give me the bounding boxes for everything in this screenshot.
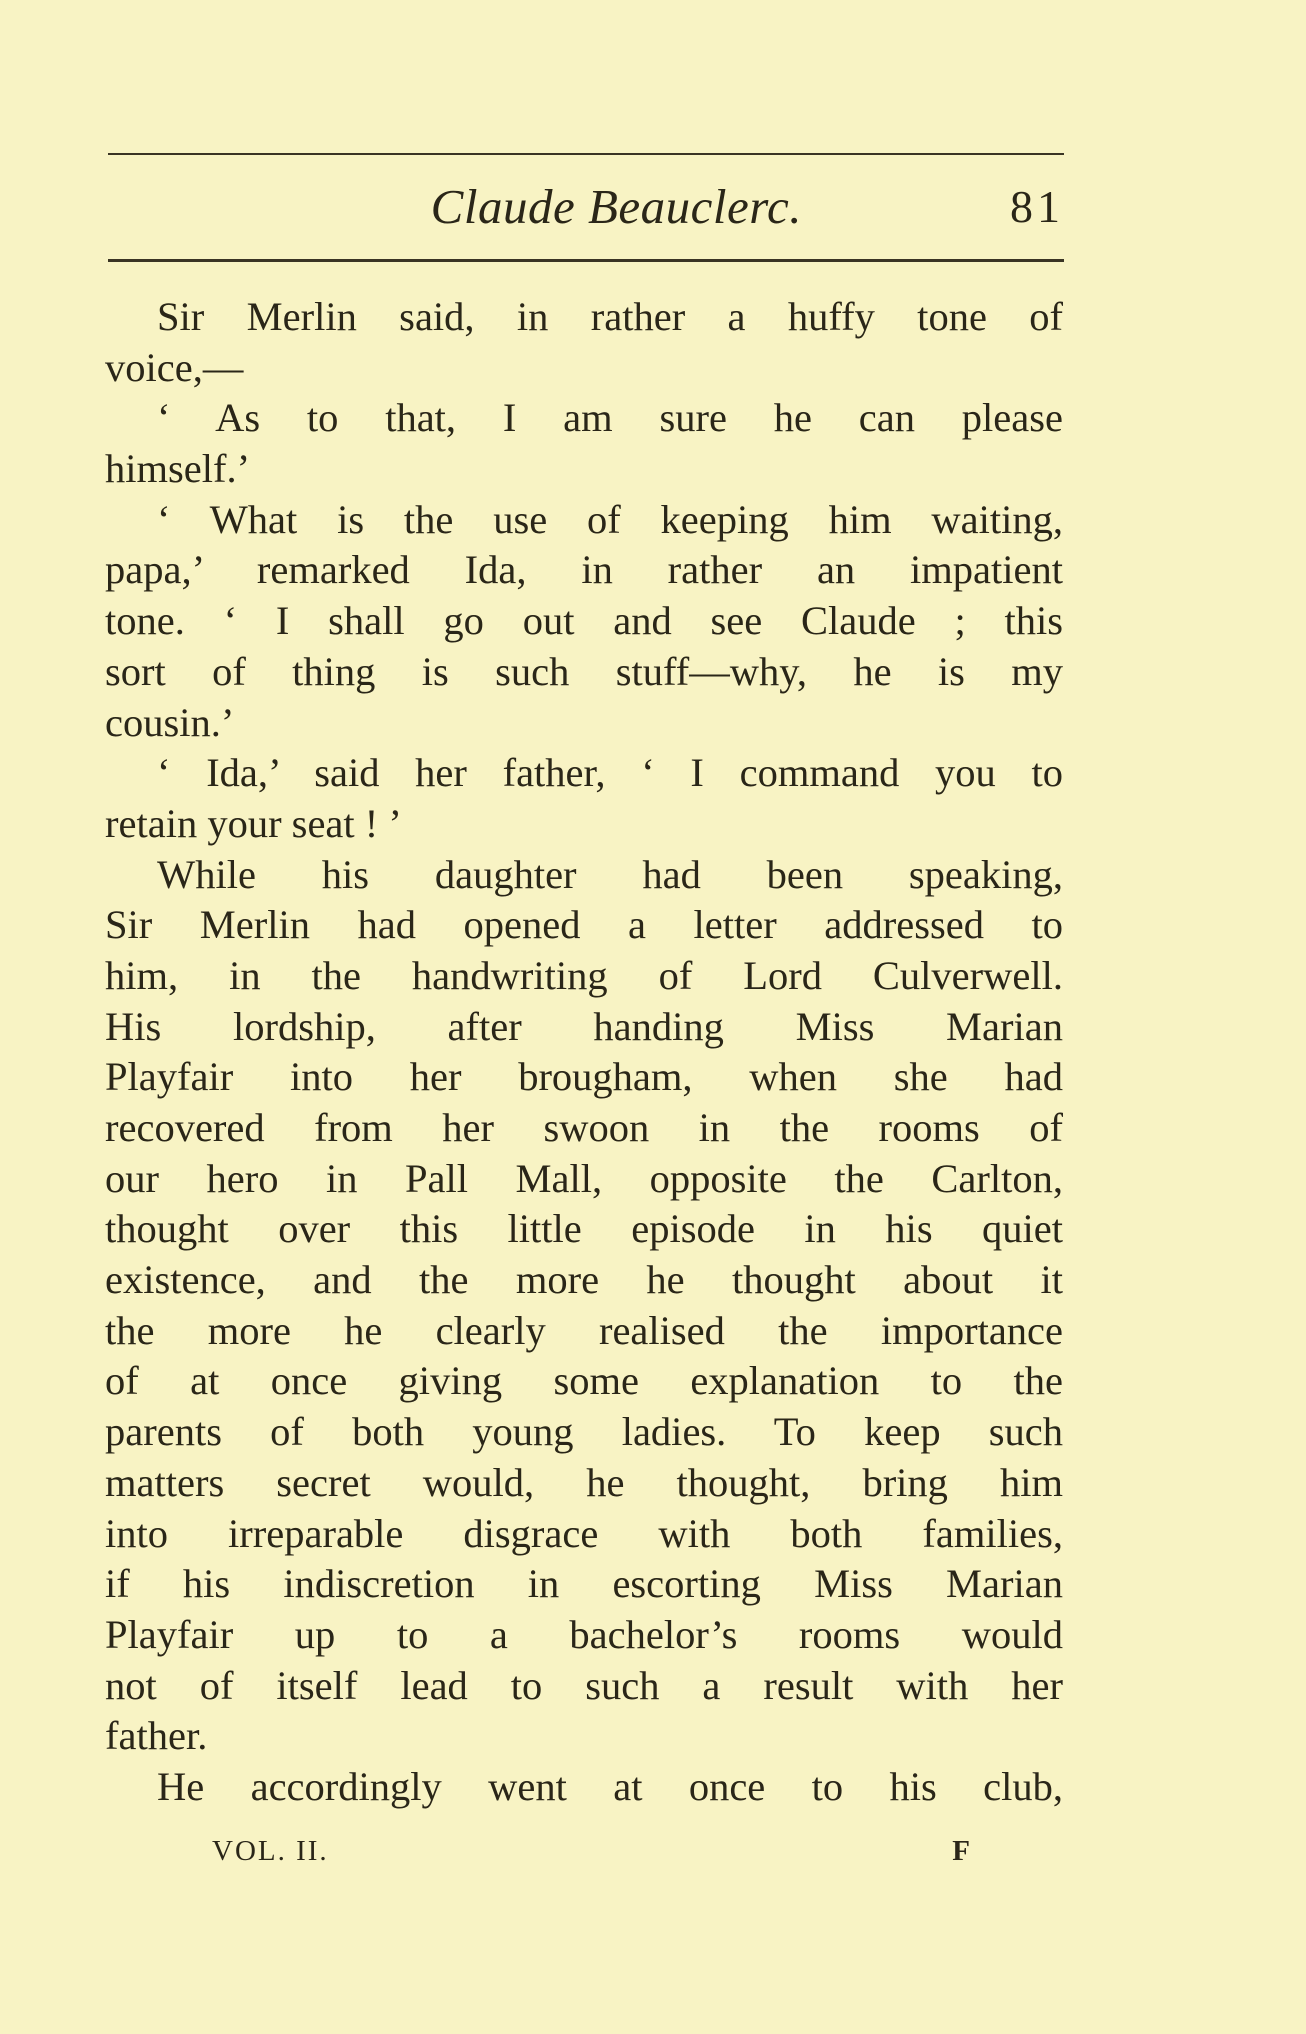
text-line: himself.’: [105, 446, 251, 492]
text-line: His lordship, after handing Miss Marian: [105, 1003, 1063, 1049]
page-footer: [212, 1826, 972, 1876]
text-line: voice,—: [105, 344, 244, 390]
text-line: ‘ Ida,’ said her father, ‘ I command you to: [157, 750, 1063, 796]
text-line: papa,’ remarked Ida, in rather an impatient: [105, 547, 1063, 593]
text-line: matters secret would, he thought, bring him: [105, 1459, 1063, 1505]
text-line: cousin.’: [105, 699, 235, 745]
running-title: Claude Beauclerc.: [430, 179, 802, 234]
text-line: Playfair up to a bachelor’s rooms would: [105, 1611, 1063, 1657]
text-line: retain your seat ! ’: [105, 800, 402, 846]
signature-mark: F: [952, 1835, 972, 1867]
text-line: him, in the handwriting of Lord Culverwell.: [105, 952, 1063, 998]
body-text: [105, 292, 1063, 1813]
text-line: the more he clearly realised the importance: [105, 1307, 1063, 1353]
volume-label: VOL. II.: [212, 1835, 329, 1867]
text-line: into irreparable disgrace with both families,: [105, 1510, 1063, 1556]
text-line: While his daughter had been speaking,: [157, 851, 1063, 897]
running-header: [108, 172, 1064, 242]
text-line: He accordingly went at once to his club,: [157, 1763, 1063, 1809]
text-line: Sir Merlin had opened a letter addressed to: [105, 902, 1063, 948]
text-line: not of itself lead to such a result with her: [105, 1662, 1063, 1708]
text-line: existence, and the more he thought about it: [105, 1257, 1063, 1303]
text-line: parents of both young ladies. To keep such: [105, 1409, 1063, 1455]
text-line: Sir Merlin said, in rather a huffy tone of: [157, 294, 1063, 339]
text-line: our hero in Pall Mall, opposite the Carlton,: [105, 1155, 1063, 1201]
text-line: tone. ‘ I shall go out and see Claude ; this: [105, 598, 1063, 644]
text-line: ‘ What is the use of keeping him waiting,: [157, 496, 1063, 542]
text-line: father.: [105, 1713, 208, 1759]
header-top-rule: [108, 153, 1064, 155]
text-line: sort of thing is such stuff—why, he is my: [105, 648, 1063, 694]
text-line: of at once giving some explanation to the: [105, 1358, 1063, 1404]
text-line: if his indiscretion in escorting Miss Marian: [105, 1561, 1063, 1607]
text-line: recovered from her swoon in the rooms of: [105, 1105, 1063, 1150]
page-number: 81: [1010, 181, 1064, 232]
text-line: ‘ As to that, I am sure he can please: [157, 395, 1063, 441]
header-bottom-rule: [108, 259, 1064, 262]
text-line: Playfair into her brougham, when she had: [105, 1054, 1063, 1100]
text-line: thought over this little episode in his quiet: [105, 1206, 1063, 1252]
